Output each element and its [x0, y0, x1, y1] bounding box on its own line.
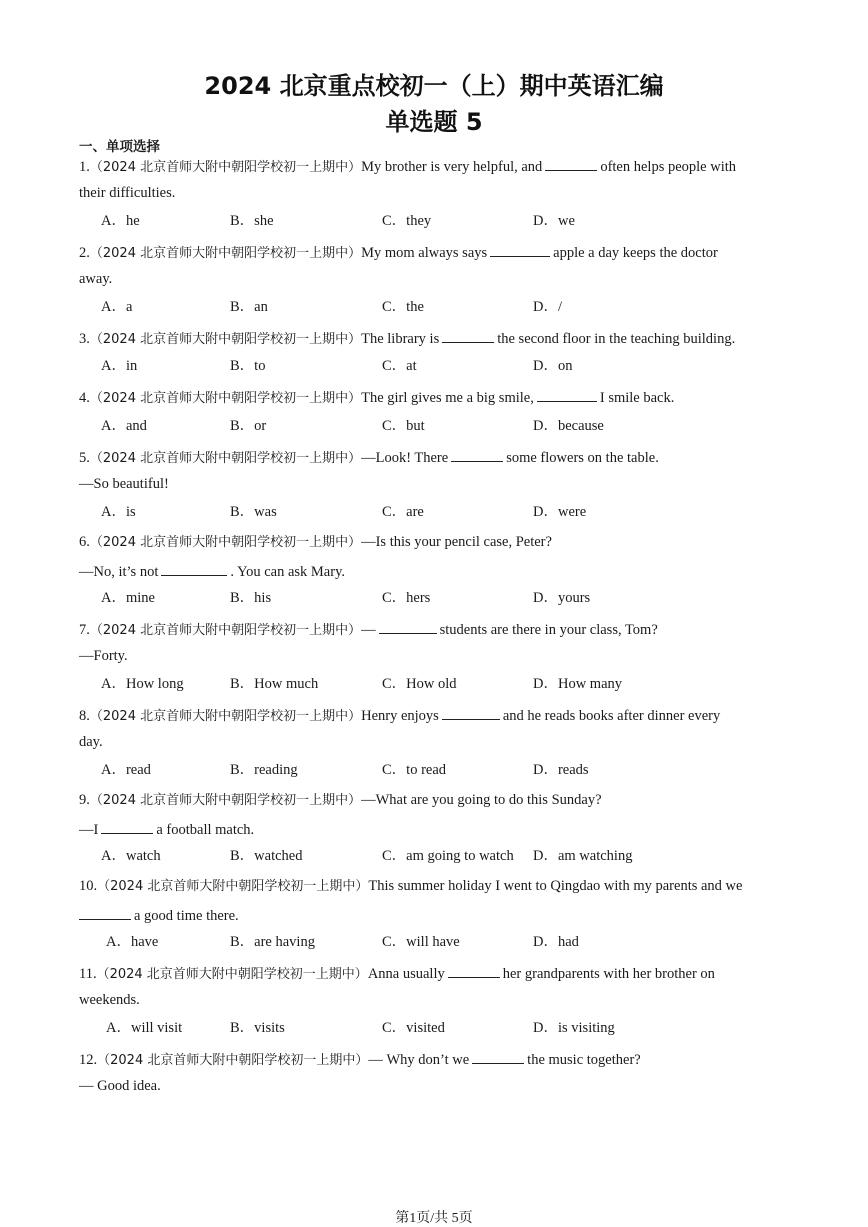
question-stem: —What are you going to do this Sunday?	[361, 792, 602, 808]
question-source: （2024 北京首师大附中朝阳学校初一上期中）	[89, 391, 362, 406]
answer-blank	[442, 328, 494, 343]
question-source: （2024 北京首师大附中朝阳学校初一上期中）	[96, 967, 368, 982]
question-source: （2024 北京首师大附中朝阳学校初一上期中）	[97, 879, 369, 894]
question-stem: her grandparents with her brother on	[502, 966, 715, 982]
question-7-line2: —Forty.	[79, 648, 128, 664]
option-a: A．have	[106, 934, 159, 950]
option-c: C．will have	[382, 934, 460, 950]
option-b: B．reading	[230, 762, 298, 778]
option-d: D．were	[533, 504, 587, 520]
question-stem: Henry enjoys	[361, 708, 439, 724]
option-b: B．was	[230, 504, 277, 520]
document-title: 2024 北京重点校初一（上）期中英语汇编	[204, 72, 664, 100]
question-stem: — Why don’t we	[368, 1052, 470, 1068]
option-a: A．watch	[101, 848, 161, 864]
option-c: C．they	[382, 213, 432, 229]
question-11-line2: weekends.	[79, 992, 140, 1008]
question-stem: Anna usually	[367, 966, 445, 982]
option-b: B．How much	[230, 676, 319, 692]
question-number: 9.	[79, 792, 90, 808]
question-stem: This summer holiday I went to Qingdao with my parents and we	[368, 878, 743, 894]
option-d: D．had	[533, 934, 579, 950]
option-d: D．we	[533, 213, 575, 229]
question-stem: —No, it’s not	[79, 564, 159, 580]
option-a: A．a	[101, 299, 133, 315]
answer-blank	[161, 561, 227, 576]
answer-blank	[451, 447, 503, 462]
option-d: D．because	[533, 418, 604, 434]
question-6	[79, 533, 794, 552]
question-stem: some flowers on the table.	[506, 450, 659, 466]
question-1	[79, 156, 794, 177]
option-c: C．visited	[382, 1020, 445, 1036]
question-source: （2024 北京首师大附中朝阳学校初一上期中）	[89, 535, 362, 550]
question-9-line2	[79, 819, 794, 839]
option-c: C．at	[382, 358, 417, 374]
option-b: B．she	[230, 213, 274, 229]
question-source: （2024 北京首师大附中朝阳学校初一上期中）	[89, 332, 362, 347]
question-number: 12.	[79, 1052, 98, 1068]
question-stem: the music together?	[527, 1052, 641, 1068]
question-number: 3.	[79, 331, 90, 347]
question-5	[79, 447, 794, 468]
option-d: D．How many	[533, 676, 623, 692]
option-a: A．he	[101, 213, 140, 229]
question-number: 6.	[79, 534, 90, 550]
question-stem: —I	[79, 822, 99, 838]
answer-blank	[490, 242, 550, 257]
question-stem: My mom always says	[361, 245, 488, 261]
question-2	[79, 242, 794, 263]
option-d: D．am watching	[533, 848, 633, 864]
option-a: A．mine	[101, 590, 155, 606]
question-12-line2: — Good idea.	[79, 1078, 161, 1094]
question-number: 8.	[79, 708, 90, 724]
question-number: 10.	[79, 878, 98, 894]
option-a: A．read	[101, 762, 151, 778]
option-d: D．yours	[533, 590, 591, 606]
option-c: C．How old	[382, 676, 457, 692]
question-9	[79, 791, 794, 810]
question-number: 1.	[79, 159, 90, 175]
option-c: C．but	[382, 418, 425, 434]
question-5-line2: —So beautiful!	[79, 476, 169, 492]
question-6-line2	[79, 561, 794, 581]
question-source: （2024 北京首师大附中朝阳学校初一上期中）	[89, 451, 362, 466]
option-b: B．to	[230, 358, 266, 374]
question-stem: a good time there.	[134, 908, 239, 924]
option-c: C．to read	[382, 762, 447, 778]
question-source: （2024 北京首师大附中朝阳学校初一上期中）	[89, 160, 362, 175]
question-4	[79, 387, 794, 408]
question-stem: apple a day keeps the doctor	[553, 245, 718, 261]
question-stem: I smile back.	[599, 390, 675, 406]
answer-blank	[537, 387, 597, 402]
question-number: 5.	[79, 450, 90, 466]
question-11	[79, 963, 794, 984]
option-c: C．hers	[382, 590, 431, 606]
document-subtitle: 单选题 5	[385, 108, 483, 136]
answer-blank	[545, 156, 597, 171]
question-stem: —Is this your pencil case, Peter?	[361, 534, 552, 550]
option-d: D．is visiting	[533, 1020, 615, 1036]
option-a: A．and	[101, 418, 147, 434]
question-stem: often helps people with	[600, 159, 737, 175]
question-source: （2024 北京首师大附中朝阳学校初一上期中）	[89, 793, 362, 808]
question-source: （2024 北京首师大附中朝阳学校初一上期中）	[89, 246, 362, 261]
section-heading: 一、单项选择	[79, 139, 160, 155]
page-footer: 第1页/共 5页	[395, 1211, 473, 1226]
option-a: A．in	[101, 358, 138, 374]
option-b: B．or	[230, 418, 267, 434]
option-d: D．on	[533, 358, 573, 374]
question-stem: students are there in your class, Tom?	[439, 622, 658, 638]
question-number: 4.	[79, 390, 90, 406]
option-a: A．will visit	[106, 1020, 183, 1036]
answer-blank	[442, 705, 500, 720]
question-12	[79, 1049, 794, 1070]
question-10	[79, 877, 794, 896]
option-c: C．are	[382, 504, 424, 520]
answer-blank	[379, 619, 437, 634]
option-c: C．am going to watch	[382, 848, 514, 864]
question-2-line2: away.	[79, 271, 113, 287]
question-stem: . You can ask Mary.	[230, 564, 346, 580]
question-number: 7.	[79, 622, 90, 638]
question-stem: a football match.	[156, 822, 255, 838]
question-10-line2	[79, 905, 794, 925]
option-b: B．an	[230, 299, 268, 315]
question-1-line2: their difficulties.	[79, 185, 176, 201]
question-number: 2.	[79, 245, 90, 261]
question-stem: My brother is very helpful, and	[361, 159, 543, 175]
question-8	[79, 705, 794, 726]
option-a: A．is	[101, 504, 136, 520]
option-b: B．are having	[230, 934, 315, 950]
question-stem: and he reads books after dinner every	[502, 708, 721, 724]
question-stem: the second floor in the teaching building.	[497, 331, 736, 347]
question-source: （2024 北京首师大附中朝阳学校初一上期中）	[89, 623, 362, 638]
question-stem: —Look! There	[361, 450, 449, 466]
question-stem: —	[361, 622, 376, 638]
answer-blank	[79, 905, 131, 920]
question-stem: The girl gives me a big smile,	[361, 390, 534, 406]
question-8-line2: day.	[79, 734, 103, 750]
option-c: C．the	[382, 299, 424, 315]
question-number: 11.	[79, 966, 97, 982]
question-source: （2024 北京首师大附中朝阳学校初一上期中）	[97, 1053, 369, 1068]
question-3	[79, 328, 794, 349]
answer-blank	[101, 819, 153, 834]
option-b: B．visits	[230, 1020, 285, 1036]
option-b: B．his	[230, 590, 272, 606]
question-source: （2024 北京首师大附中朝阳学校初一上期中）	[89, 709, 362, 724]
option-a: A．How long	[101, 676, 184, 692]
option-b: B．watched	[230, 848, 303, 864]
answer-blank	[448, 963, 500, 978]
answer-blank	[472, 1049, 524, 1064]
option-d: D．reads	[533, 762, 589, 778]
question-stem: The library is	[361, 331, 440, 347]
question-7	[79, 619, 794, 640]
option-d: D．/	[533, 299, 562, 315]
